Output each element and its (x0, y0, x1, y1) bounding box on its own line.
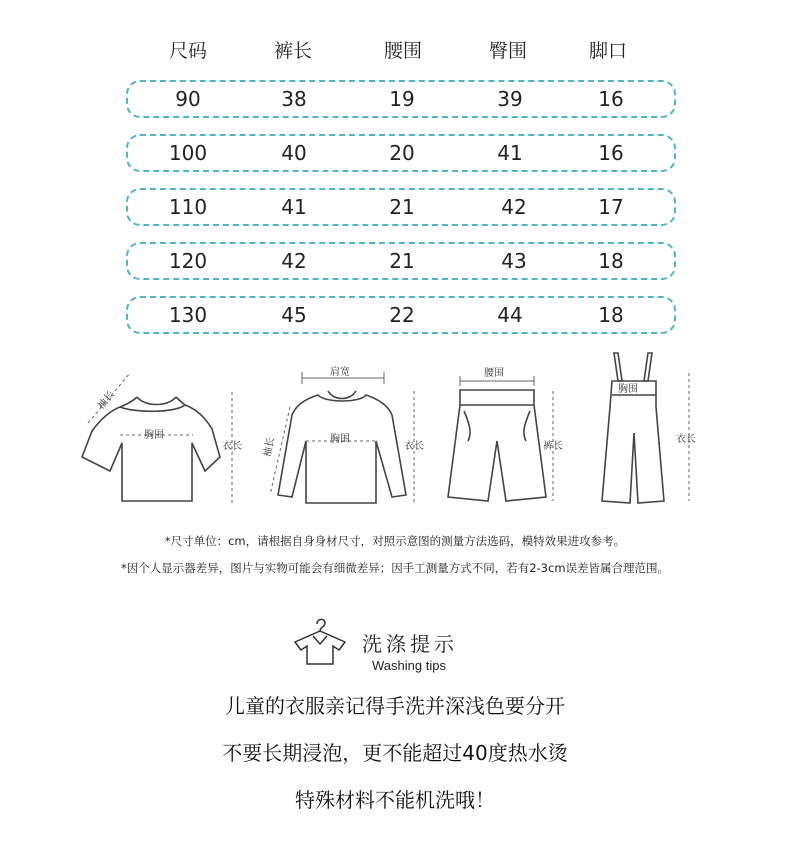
cell-leg-opening: 16 (598, 141, 624, 165)
cell-leg-opening: 18 (598, 249, 624, 273)
sweater-chest-label: 胸围 (330, 434, 350, 445)
header-leg-opening: 脚口 (588, 40, 627, 62)
washing-line-1: 儿童的衣服亲记得手洗并深浅色要分开 (225, 694, 565, 718)
table-row (126, 80, 676, 118)
sweater-length-label: 衣长 (404, 441, 424, 452)
pants-length-label: 裤长 (543, 441, 563, 452)
cell-pants-length: 40 (281, 141, 307, 165)
cell-size: 90 (175, 87, 201, 111)
size-note: *尺寸单位：cm，请根据自身身材尺寸，对照示意图的测量方法选码，模特效果进攻参考。 (164, 534, 626, 548)
header-hip: 臀围 (488, 40, 527, 62)
sweater-shoulder-label: 肩宽 (330, 367, 350, 378)
table-row (126, 188, 676, 226)
cell-waist: 19 (389, 87, 415, 111)
overalls-diagram (602, 353, 689, 503)
tshirt-sleeve-label: 袖长 (95, 389, 118, 412)
cell-hip: 44 (497, 303, 523, 327)
hanger-shirt-icon (289, 614, 351, 666)
overalls-length-label: 衣长 (676, 434, 696, 445)
washing-line-3: 特殊材料不能机洗哦！ (295, 788, 495, 812)
table-row (126, 296, 676, 334)
cell-size: 100 (168, 141, 208, 165)
tshirt-length-label: 衣长 (222, 441, 242, 452)
header-size: 尺码 (168, 40, 207, 62)
washing-line-2: 不要长期浸泡，更不能超过40度热水烫 (222, 741, 568, 765)
washing-title: 洗涤提示 (362, 632, 458, 656)
difference-note: *因个人显示器差异，图片与实物可能会有细微差异；因手工测量方式不同，若有2-3cm误差皆属合理范围。 (120, 561, 670, 575)
cell-leg-opening: 16 (598, 87, 624, 111)
table-row (126, 134, 676, 172)
cell-waist: 21 (389, 195, 415, 219)
cell-pants-length: 42 (281, 249, 307, 273)
cell-size: 120 (168, 249, 208, 273)
cell-hip: 41 (497, 141, 523, 165)
cell-hip: 42 (501, 195, 527, 219)
header-waist: 腰围 (383, 40, 422, 62)
cell-waist: 22 (389, 303, 415, 327)
measurement-diagrams (0, 345, 790, 520)
overalls-chest-label: 胸围 (618, 384, 638, 395)
pants-waist-label: 腰围 (484, 368, 504, 379)
cell-pants-length: 45 (281, 303, 307, 327)
cell-leg-opening: 18 (598, 303, 624, 327)
cell-hip: 43 (501, 249, 527, 273)
tshirt-chest-label: 胸围 (144, 430, 164, 441)
cell-leg-opening: 17 (598, 195, 624, 219)
table-row (126, 242, 676, 280)
cell-waist: 20 (389, 141, 415, 165)
pants-diagram (448, 376, 553, 501)
cell-size: 130 (168, 303, 208, 327)
cell-waist: 21 (389, 249, 415, 273)
cell-pants-length: 38 (281, 87, 307, 111)
sweater-sleeve-label: 袖长 (262, 436, 277, 459)
cell-pants-length: 41 (281, 195, 307, 219)
cell-size: 110 (168, 195, 208, 219)
washing-subtitle: Washing tips (372, 658, 446, 673)
cell-hip: 39 (497, 87, 523, 111)
header-pants-length: 裤长 (273, 40, 312, 62)
